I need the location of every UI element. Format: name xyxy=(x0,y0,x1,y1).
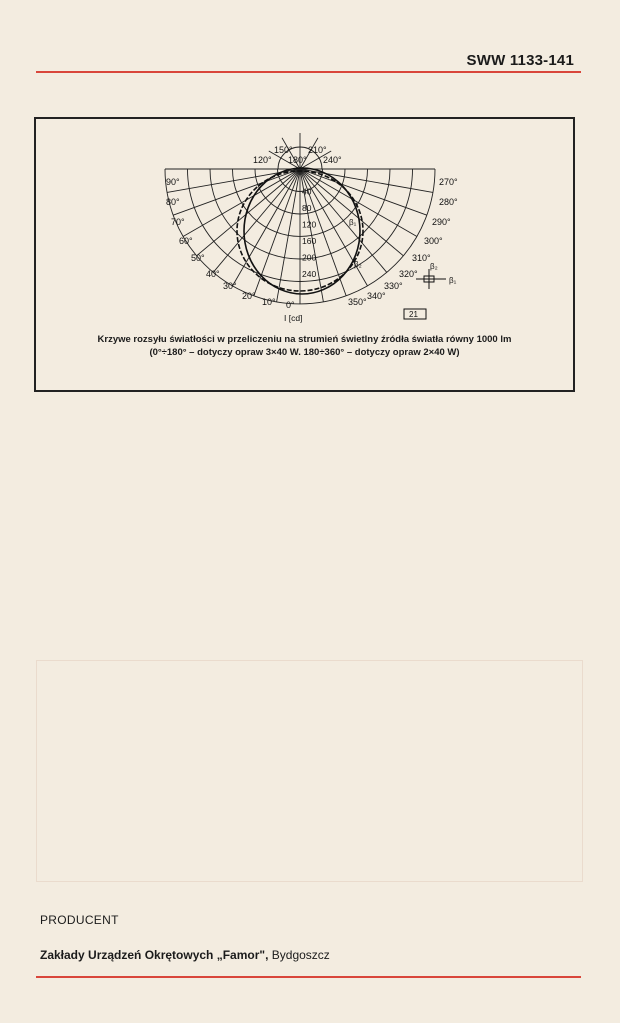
radial-value: 160 xyxy=(302,236,317,246)
figure-caption xyxy=(44,333,565,359)
angle-label-top: 210° xyxy=(308,145,327,155)
angle-label-left: 40° xyxy=(206,269,220,279)
angle-label-top: 180° xyxy=(288,155,307,165)
figure-number: 21 xyxy=(409,310,418,319)
company-name: Zakłady Urządzeń Okrętowych „Famor", xyxy=(40,948,269,962)
angle-label-left: 20° xyxy=(242,291,256,301)
angle-label-top: 120° xyxy=(253,155,272,165)
radial-value: 80 xyxy=(302,203,312,213)
angle-label-top: 240° xyxy=(323,155,342,165)
angle-label-left: 60° xyxy=(179,236,193,246)
radial-value: 200 xyxy=(302,252,317,263)
angle-label-left: 50° xyxy=(191,253,205,263)
polar-diagram xyxy=(36,119,573,329)
company-city: Bydgoszcz xyxy=(271,948,330,962)
angle-label-left: 80° xyxy=(166,197,180,207)
bottom-rule xyxy=(36,976,581,978)
radial-value: 240 xyxy=(302,269,317,279)
angle-label-left: 90° xyxy=(166,177,180,187)
angle-label-right: 330° xyxy=(384,281,403,291)
producer-label: PRODUCENT xyxy=(40,913,119,927)
angle-label-right: 290° xyxy=(432,217,451,227)
angle-label-left: 10° xyxy=(262,297,276,307)
angle-label-right: 310° xyxy=(412,253,431,263)
caption-line-2: (0°÷180° – dotyczy opraw 3×40 W. 180÷360° – dotyczy opraw 2×40 W) xyxy=(149,347,460,358)
angle-label-left: 0° xyxy=(286,300,295,310)
angle-label-right: 320° xyxy=(399,269,418,279)
radial-value: 40 xyxy=(302,186,312,197)
angle-label-top: 150° xyxy=(274,145,293,155)
curve2-label: β₂ xyxy=(354,260,362,269)
producer-company xyxy=(40,948,330,962)
curve1-label: β₁ xyxy=(349,218,357,227)
document-code: SWW 1133-141 xyxy=(466,52,574,69)
angle-label-left: 30° xyxy=(223,281,237,291)
angle-label-left: 70° xyxy=(171,217,185,227)
caption-line-1: Krzywe rozsyłu światłości w przeliczeniu na strumień świetlny źródła światła równy 1000 lm xyxy=(97,334,512,345)
angle-label-right: 300° xyxy=(424,236,443,246)
angle-label-right: 350° xyxy=(348,297,367,307)
unit-label: I [cd] xyxy=(284,313,303,323)
angle-label-right: 270° xyxy=(439,177,458,187)
top-rule xyxy=(36,71,581,73)
ghost-bleedthrough xyxy=(36,660,583,882)
beta2-label: β₂ xyxy=(430,262,438,271)
angle-label-right: 280° xyxy=(439,197,458,207)
figure-box xyxy=(34,117,575,392)
angle-label-right: 340° xyxy=(367,291,386,301)
radial-value: 120 xyxy=(302,219,317,230)
beta1-label: β₁ xyxy=(449,276,457,285)
